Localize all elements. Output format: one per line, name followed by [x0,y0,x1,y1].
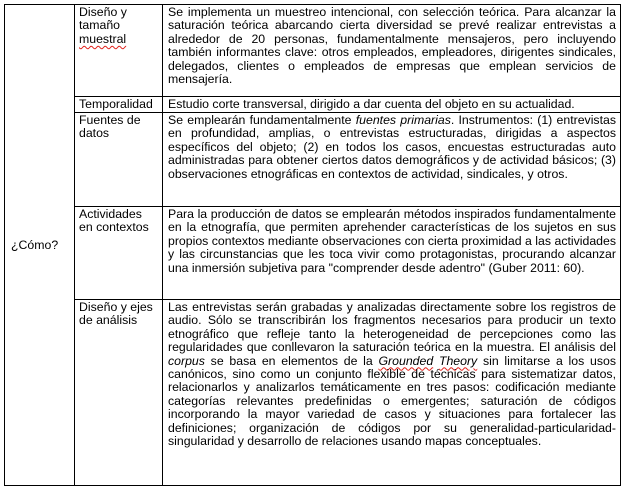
row-label-design-sample-size: Diseño y tamaño muestral [75,5,163,97]
table-row [5,113,621,207]
table-row [5,207,621,300]
row-text-analysis-design: Las entrevistas serán grabadas y analizadas directamente sobre los registros de audio. Sólo se transcribirán los fragmentos necesarios para producir un texto etnográfico que refleje tanto la heterogeneidad de percepciones como las regularidades que conllevaron la saturación teórica en la muestra. El análisis del corpus se basa en elementos de la Grounded Theory sin limitarse a los usos canónicos, sino como un conjunto flexible de técnicas para sistematizar datos, relacionarlos y analizarlos temáticamente en tres pasos: codificación mediante categorías relevantes predefinidas o emergentes; saturación de códigos incorporando la mayor variedad de casos y situaciones para fortalecer las definiciones; organización de códigos por su generalidad-particularidad-singularidad y desarrollo de relaciones usando mapas conceptuales. [163,300,621,486]
table-row [5,300,621,486]
group-label-cell [5,5,75,486]
table-row [5,5,621,97]
group-label: ¿Cómo? [11,237,59,252]
row-label-analysis-design: Diseño y ejes de análisis [75,300,163,486]
row-label-activities-contexts: Actividades en contextos [75,207,163,300]
spellcheck-flagged-word: Grounded [378,353,434,368]
methodology-table [4,4,621,486]
row-label-data-sources: Fuentes de datos [75,113,163,207]
row-text-temporality: Estudio corte transversal, dirigido a dar cuenta del objeto en su actualidad. [163,97,621,113]
italic-term: corpus [168,353,205,368]
table-row [5,97,621,113]
row-text-activities-contexts: Para la producción de datos se emplearán métodos inspirados fundamentalmente en la etnografía, que permiten aprehender características de los sujetos en sus propios contextos mediante observaciones con cierta proximidad a las actividades y las circunstancias que les toca vivir como protagonistas, procurando alcanzar una inmersión subjetiva para "comprender desde adentro" (Guber 2011: 60). [163,207,621,300]
italic-term: fuentes primarias [355,113,451,127]
row-text-design-sample-size: Se implementa un muestreo intencional, con selección teórica. Para alcanzar la saturación teórica abarcando cierta diversidad se prevé realizar entrevistas a alrededor de 20 personas, fundamentalmente mensajeros, pero incluyendo también informantes clave: otros empleados, empleadores, dirigentes sindicales, delegados, clientes o empleados de empresas que emplean servicios de mensajería. [163,5,621,97]
spellcheck-flagged-word: muestral [79,31,127,46]
row-label-temporality: Temporalidad [75,97,163,113]
spellcheck-flagged-word: Theory [438,353,478,368]
row-text-data-sources: Se emplearán fundamentalmente fuentes primarias. Instrumentos: (1) entrevistas en profundidad, amplias, o entrevistas estructuradas, dirigidas a aspectos específicos del objeto; (2) en todos los casos, encuestas estructuradas auto administradas para obtener ciertos datos demográficos y de actividad básicos; (3) observaciones etnográficas en contextos de actividad, sindicales, y otros. [163,113,621,207]
